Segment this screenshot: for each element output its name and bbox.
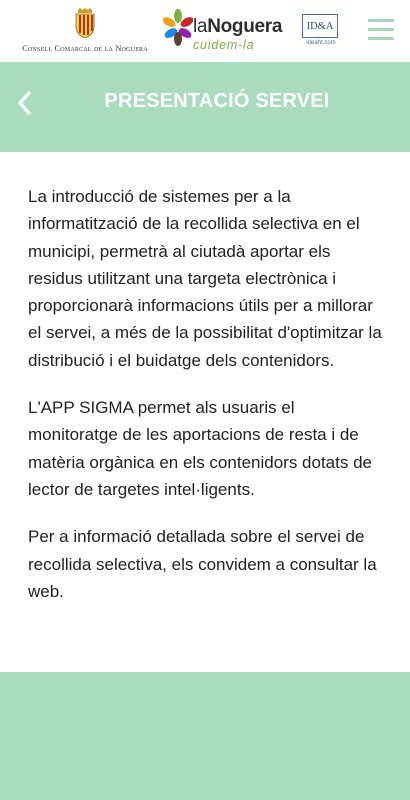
page-title: PRESENTACIÓ SERVEI	[104, 90, 330, 112]
brand-name: laNoguera	[193, 16, 283, 37]
idea-logo-mark: ID&A	[302, 14, 338, 38]
consell-comarcal-logo	[14, 6, 156, 56]
footer-band	[0, 672, 410, 800]
la-noguera-logo	[163, 6, 289, 56]
idea-logo	[300, 14, 342, 50]
flower-logo-icon	[163, 8, 193, 48]
brand-tagline: cuidem-la	[193, 38, 255, 52]
description-paragraph: L'APP SIGMA permet als usuaris el monitoratge de les aportacions de resta i de matèria orgànica en els contenidors dotats de lector de targetes intel·ligents.	[28, 398, 372, 499]
hamburger-menu-icon[interactable]	[368, 19, 394, 41]
service-description	[28, 183, 384, 625]
description-paragraph: La introducció de sistemes per a la informatització de la recollida selectiva en el municipi, permetrà al ciutadà aportar els residus utilitzant una targeta electrònica i proporcionarà informacions útils per a millorar el servei, a més de la possibilitat d'optimitzar la distribució i el buidatge dels contenidors.	[28, 187, 382, 370]
consell-caption: Consell Comarcal de la Noguera	[22, 44, 148, 53]
coat-of-arms-icon	[74, 8, 96, 38]
top-bar	[0, 0, 410, 62]
idea-logo-url: ideaht.com	[306, 40, 336, 46]
description-paragraph: Per a informació detallada sobre el servei de recollida selectiva, els convidem a consultar la web.	[28, 527, 377, 601]
